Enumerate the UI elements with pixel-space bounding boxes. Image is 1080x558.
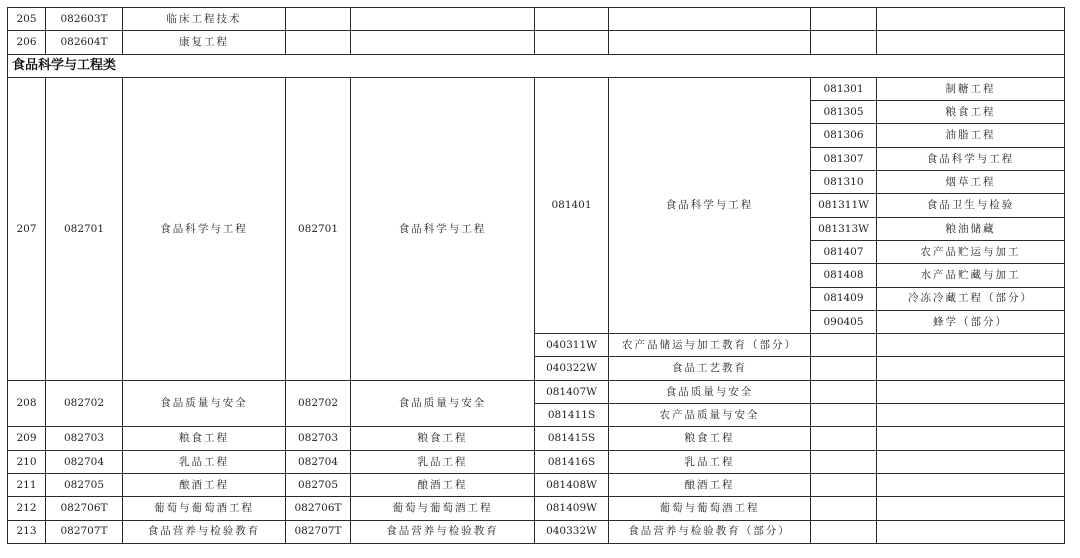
mid-major-code: 081401	[535, 77, 609, 333]
mid-major-name: 酿酒工程	[609, 473, 811, 496]
empty-cell	[535, 31, 609, 54]
empty-cell	[811, 427, 877, 450]
major-code: 082707T	[46, 520, 123, 543]
mid-major-name: 农产品储运与加工教育（部分）	[609, 334, 811, 357]
old-major-code: 082702	[286, 380, 351, 427]
mid-major-code: 040332W	[535, 520, 609, 543]
empty-cell	[811, 357, 877, 380]
old-major-name: 粮食工程	[351, 427, 535, 450]
empty-cell	[286, 31, 351, 54]
sub-major-name: 食品卫生与检验	[877, 194, 1065, 217]
mid-major-name: 农产品质量与安全	[609, 404, 811, 427]
major-code: 082701	[46, 77, 123, 380]
mid-major-code: 081407W	[535, 380, 609, 403]
empty-cell	[811, 8, 877, 31]
table-row	[8, 77, 1065, 100]
sub-major-name: 烟草工程	[877, 171, 1065, 194]
row-number: 210	[8, 450, 46, 473]
sub-major-name: 粮油储藏	[877, 217, 1065, 240]
sub-major-code: 081301	[811, 77, 877, 100]
major-name: 葡萄与葡萄酒工程	[123, 497, 286, 520]
old-major-name: 酿酒工程	[351, 473, 535, 496]
sub-major-name: 制糖工程	[877, 77, 1065, 100]
sub-major-name: 油脂工程	[877, 124, 1065, 147]
empty-cell	[286, 8, 351, 31]
mid-major-name: 食品工艺教育	[609, 357, 811, 380]
sub-major-code: 081407	[811, 240, 877, 263]
row-number: 207	[8, 77, 46, 380]
row-number: 212	[8, 497, 46, 520]
empty-cell	[535, 8, 609, 31]
old-major-code: 082701	[286, 77, 351, 380]
major-name: 乳品工程	[123, 450, 286, 473]
mid-major-code: 081408W	[535, 473, 609, 496]
empty-cell	[609, 8, 811, 31]
table-row	[8, 497, 1065, 520]
empty-cell	[877, 8, 1065, 31]
major-name: 康复工程	[123, 31, 286, 54]
major-code: 082704	[46, 450, 123, 473]
old-major-code: 082707T	[286, 520, 351, 543]
empty-cell	[811, 473, 877, 496]
sub-major-code: 081305	[811, 101, 877, 124]
empty-cell	[351, 8, 535, 31]
empty-cell	[877, 427, 1065, 450]
empty-cell	[811, 497, 877, 520]
mid-major-code: 081411S	[535, 404, 609, 427]
mid-major-code: 081409W	[535, 497, 609, 520]
sub-major-code: 081313W	[811, 217, 877, 240]
major-name: 食品科学与工程	[123, 77, 286, 380]
table-row	[8, 8, 1065, 31]
mid-major-name: 乳品工程	[609, 450, 811, 473]
table-row	[8, 473, 1065, 496]
empty-cell	[811, 450, 877, 473]
sub-major-code: 081409	[811, 287, 877, 310]
empty-cell	[877, 334, 1065, 357]
section-title: 食品科学与工程类	[8, 54, 1065, 77]
mid-major-name: 食品营养与检验教育（部分）	[609, 520, 811, 543]
old-major-code: 082704	[286, 450, 351, 473]
empty-cell	[877, 473, 1065, 496]
sub-major-name: 食品科学与工程	[877, 147, 1065, 170]
mid-major-code: 040311W	[535, 334, 609, 357]
major-code: 082703	[46, 427, 123, 450]
sub-major-code: 081310	[811, 171, 877, 194]
empty-cell	[811, 334, 877, 357]
old-major-name: 乳品工程	[351, 450, 535, 473]
table-row	[8, 520, 1065, 543]
sub-major-code: 081307	[811, 147, 877, 170]
empty-cell	[351, 31, 535, 54]
empty-cell	[877, 450, 1065, 473]
major-code: 082603T	[46, 8, 123, 31]
empty-cell	[877, 520, 1065, 543]
major-code: 082702	[46, 380, 123, 427]
old-major-code: 082706T	[286, 497, 351, 520]
mid-major-code: 040322W	[535, 357, 609, 380]
sub-major-code: 081306	[811, 124, 877, 147]
sub-major-name: 粮食工程	[877, 101, 1065, 124]
old-major-name: 葡萄与葡萄酒工程	[351, 497, 535, 520]
empty-cell	[609, 31, 811, 54]
row-number: 206	[8, 31, 46, 54]
row-number: 213	[8, 520, 46, 543]
empty-cell	[811, 404, 877, 427]
major-name: 酿酒工程	[123, 473, 286, 496]
major-code: 082706T	[46, 497, 123, 520]
empty-cell	[811, 380, 877, 403]
sub-major-name: 水产品贮藏与加工	[877, 264, 1065, 287]
empty-cell	[811, 520, 877, 543]
section-header-row	[8, 54, 1065, 77]
row-number: 205	[8, 8, 46, 31]
sub-major-name: 农产品贮运与加工	[877, 240, 1065, 263]
major-name: 临床工程技术	[123, 8, 286, 31]
mid-major-name: 食品质量与安全	[609, 380, 811, 403]
mid-major-name: 食品科学与工程	[609, 77, 811, 333]
major-name: 食品营养与检验教育	[123, 520, 286, 543]
old-major-code: 082703	[286, 427, 351, 450]
empty-cell	[877, 497, 1065, 520]
sub-major-code: 090405	[811, 310, 877, 333]
major-code: 082705	[46, 473, 123, 496]
major-name: 粮食工程	[123, 427, 286, 450]
table-row	[8, 450, 1065, 473]
empty-cell	[811, 31, 877, 54]
major-name: 食品质量与安全	[123, 380, 286, 427]
old-major-name: 食品营养与检验教育	[351, 520, 535, 543]
mid-major-code: 081416S	[535, 450, 609, 473]
row-number: 209	[8, 427, 46, 450]
mid-major-name: 粮食工程	[609, 427, 811, 450]
sub-major-name: 冷冻冷藏工程（部分）	[877, 287, 1065, 310]
table-wrapper	[7, 7, 1065, 544]
major-code: 082604T	[46, 31, 123, 54]
empty-cell	[877, 380, 1065, 403]
old-major-name: 食品质量与安全	[351, 380, 535, 427]
table-row	[8, 380, 1065, 403]
row-number: 211	[8, 473, 46, 496]
mid-major-code: 081415S	[535, 427, 609, 450]
old-major-name: 食品科学与工程	[351, 77, 535, 380]
sub-major-code: 081408	[811, 264, 877, 287]
table-row	[8, 31, 1065, 54]
mid-major-name: 葡萄与葡萄酒工程	[609, 497, 811, 520]
major-catalog-table	[7, 7, 1065, 544]
empty-cell	[877, 404, 1065, 427]
table-row	[8, 427, 1065, 450]
old-major-code: 082705	[286, 473, 351, 496]
sub-major-code: 081311W	[811, 194, 877, 217]
empty-cell	[877, 31, 1065, 54]
row-number: 208	[8, 380, 46, 427]
empty-cell	[877, 357, 1065, 380]
sub-major-name: 蜂学（部分）	[877, 310, 1065, 333]
